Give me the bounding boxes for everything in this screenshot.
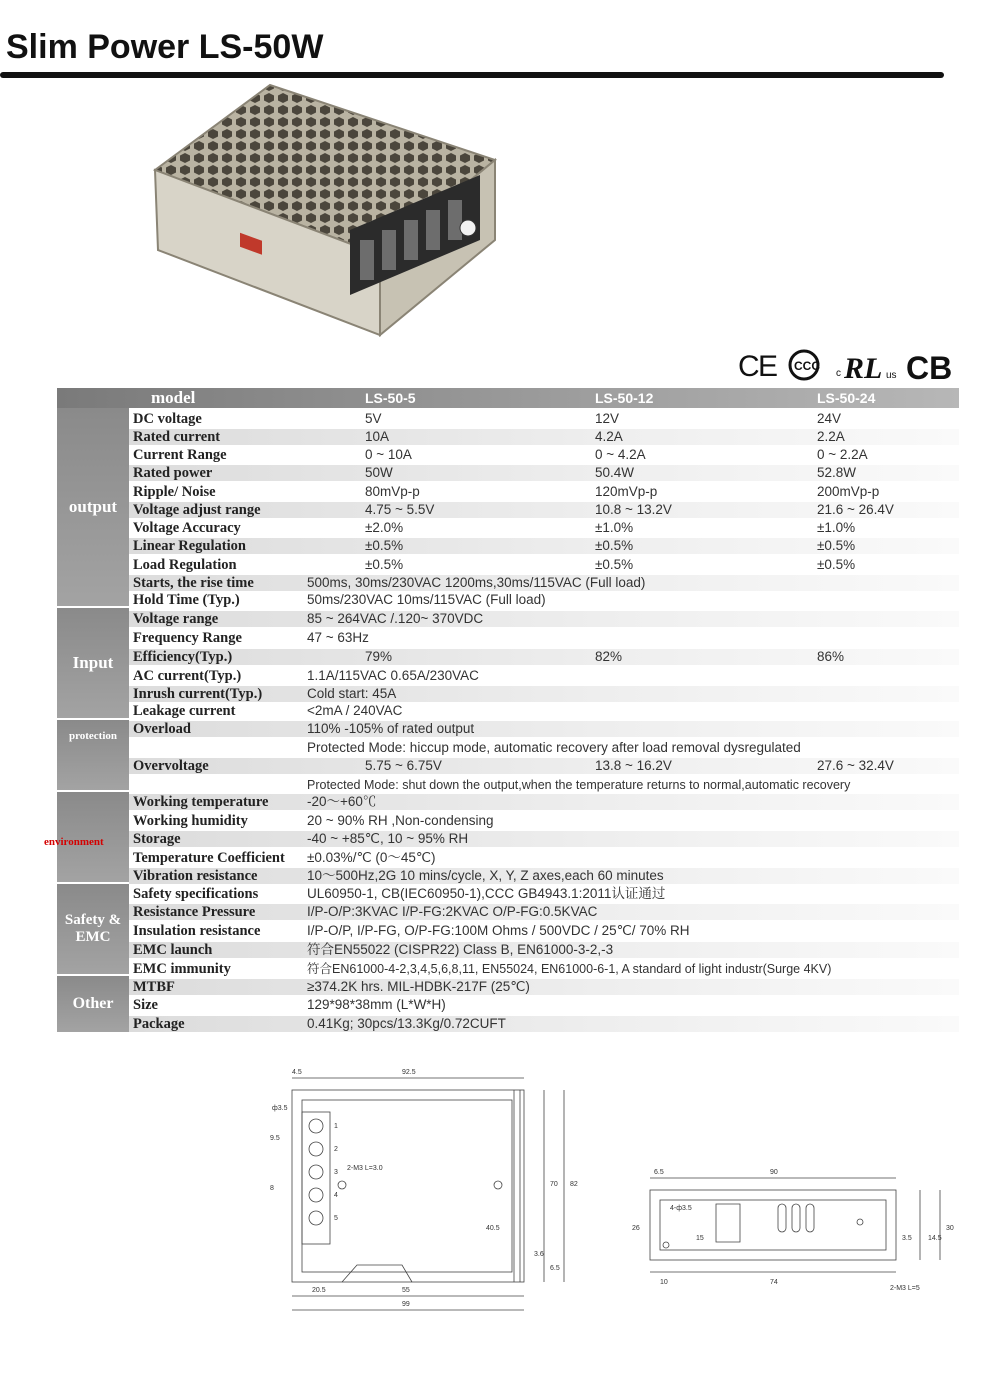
row-value-c2: ±0.5%: [595, 538, 634, 553]
table-row: [57, 941, 959, 959]
group-input: Input: [57, 608, 129, 718]
row-value: 110% -105% of rated output: [307, 721, 475, 736]
dimension-label: 82: [570, 1181, 578, 1188]
row-value: 符合EN55022 (CISPR22) Class B, EN61000-3-2,-3: [307, 942, 614, 957]
row-value: 47 ~ 63Hz: [307, 630, 369, 645]
dimension-label: 14.5: [928, 1235, 942, 1242]
row-shade: [129, 979, 959, 995]
row-shade: [129, 611, 959, 627]
table-row: [57, 464, 959, 482]
group-protection-label: protection: [68, 730, 118, 742]
row-value-c3: 200mVp-p: [817, 484, 880, 499]
row-value: I/P-O/P, I/P-FG, O/P-FG:100M Ohms / 500VDC / 25℃/ 70% RH: [307, 923, 690, 938]
table-row: [57, 867, 959, 885]
row-label: Storage: [133, 831, 181, 847]
row-value-c1: ±2.0%: [365, 520, 404, 535]
row-value: 10～500Hz,2G 10 mins/cycle, X, Y, Z axes,each 60 minutes: [307, 868, 664, 883]
row-value-c1: ±0.5%: [365, 557, 404, 572]
row-value: 85 ~ 264VAC /.120~ 370VDC: [307, 611, 484, 626]
dimension-label: 8: [270, 1185, 274, 1192]
svg-text:E: E: [758, 350, 779, 383]
dimension-label: 40.5: [486, 1225, 500, 1232]
product-image: [150, 80, 510, 350]
row-value-c2: 4.2A: [595, 429, 623, 444]
header-col-3: LS-50-24: [817, 390, 876, 406]
table-row: [57, 793, 959, 811]
row-label: Rated current: [133, 429, 221, 445]
dimension-label: 15: [696, 1235, 704, 1242]
row-label: Leakage current: [133, 703, 236, 719]
row-value: UL60950-1, CB(IEC60950-1),CCC GB4943.1:2011认证通过: [307, 886, 666, 901]
table-header: [57, 388, 959, 408]
table-row: [57, 885, 959, 903]
row-value: 20 ~ 90% RH ,Non-condensing: [307, 813, 494, 828]
svg-text:CB: CB: [906, 350, 953, 384]
row-value-c3: 21.6 ~ 26.4V: [817, 502, 894, 517]
dimension-label: 2-M3 L=5: [890, 1285, 920, 1292]
row-value-c2: 13.8 ~ 16.2V: [595, 758, 672, 773]
table-row: [57, 501, 959, 519]
row-value-c3: ±1.0%: [817, 520, 856, 535]
row-value: ±0.03%/℃ (0～45℃): [307, 850, 436, 865]
row-label: Current Range: [133, 447, 227, 463]
row-label: Load Regulation: [133, 557, 237, 573]
svg-text:c: c: [836, 368, 841, 379]
header-col-1: LS-50-5: [365, 390, 416, 406]
dimension-label: 9.5: [270, 1135, 280, 1142]
table-row: [57, 483, 959, 501]
dimension-label: 74: [770, 1279, 778, 1286]
dimension-label: 1: [334, 1123, 338, 1130]
row-label: Insulation resistance: [133, 923, 261, 939]
row-label: Resistance Pressure: [133, 904, 256, 920]
row-value: I/P-O/P:3KVAC I/P-FG:2KVAC O/P-FG:0.5KVAC: [307, 904, 598, 919]
header-model: model: [151, 388, 196, 407]
dimension-label: 10: [660, 1279, 668, 1286]
row-value-c1: 80mVp-p: [365, 484, 420, 499]
dimension-label: 2: [334, 1146, 338, 1153]
table-row: [57, 610, 959, 628]
table-row: [57, 428, 959, 446]
table-row: [57, 591, 959, 609]
row-value-c3: ±0.5%: [817, 557, 856, 572]
row-label: Working humidity: [133, 813, 248, 829]
row-value-c1: 4.75 ~ 5.5V: [365, 502, 435, 517]
row-label: DC voltage: [133, 411, 202, 427]
dimension-label: 4.5: [292, 1069, 302, 1076]
table-row: [57, 720, 959, 738]
dimension-label: ф3.5: [272, 1105, 288, 1112]
row-label: Voltage range: [133, 611, 219, 627]
row-value: 符合EN61000-4-2,3,4,5,6,8,11, EN55024, EN61000-6-1, A standard of light industr(Surge 4KV): [307, 962, 832, 976]
row-label: Size: [133, 997, 158, 1013]
table-row: [57, 812, 959, 830]
row-value-c1: 79%: [365, 649, 393, 664]
row-value-c1: 10A: [365, 429, 390, 444]
row-label: MTBF: [133, 979, 175, 995]
row-label: Efficiency(Typ.): [133, 649, 233, 665]
row-label: Voltage Accuracy: [133, 520, 241, 536]
table-row: [57, 667, 959, 685]
row-shade: [129, 831, 959, 847]
table-row: [57, 739, 959, 757]
row-value: Protected Mode: hiccup mode, automatic recovery after load removal dysregulated: [307, 740, 801, 755]
dimension-label: 99: [402, 1301, 410, 1308]
row-value-c3: 2.2A: [817, 429, 845, 444]
row-label: Hold Time (Typ.): [133, 592, 240, 608]
dimension-label: 6.5: [654, 1169, 664, 1176]
row-value: 129*98*38mm (L*W*H): [307, 997, 446, 1012]
row-value-c3: 24V: [817, 411, 842, 426]
dimension-label: 3.5: [902, 1235, 912, 1242]
row-label: Safety specifications: [133, 886, 259, 902]
row-label: Rated power: [133, 465, 213, 481]
certification-marks: [738, 348, 963, 384]
row-value-c2: 0 ~ 4.2A: [595, 447, 646, 462]
table-row: [57, 574, 959, 592]
table-row: [57, 446, 959, 464]
page-title: Slim Power LS-50W: [6, 28, 324, 66]
row-label: Voltage adjust range: [133, 502, 261, 518]
title-underline: [0, 72, 944, 78]
svg-text:us: us: [886, 370, 897, 381]
table-row: [57, 922, 959, 940]
mechanical-drawing-side: [620, 1160, 960, 1310]
row-label: Overload: [133, 721, 191, 737]
row-value: 0.41Kg; 30pcs/13.3Kg/0.72CUFT: [307, 1016, 506, 1031]
row-value-c1: 5.75 ~ 6.75V: [365, 758, 442, 773]
row-label: Frequency Range: [133, 630, 242, 646]
dimension-label: 26: [632, 1225, 640, 1232]
dimension-label: 2-M3 L=3.0: [347, 1165, 383, 1172]
table-row: [57, 556, 959, 574]
row-shade: [129, 721, 959, 737]
row-label: Package: [133, 1016, 185, 1032]
row-label: AC current(Typ.): [133, 668, 242, 684]
row-value-c2: 82%: [595, 649, 623, 664]
row-value-c2: 120mVp-p: [595, 484, 658, 499]
dimension-label: 3.6: [534, 1251, 544, 1258]
table-row: [57, 978, 959, 996]
group-output: output: [57, 408, 129, 606]
group-safety: Safety & EMC: [57, 884, 129, 974]
row-value-c3: 86%: [817, 649, 845, 664]
dimension-label: 4: [334, 1192, 338, 1199]
row-value-c2: ±0.5%: [595, 557, 634, 572]
row-label: Ripple/ Noise: [133, 484, 216, 500]
svg-text:R: R: [844, 352, 865, 384]
dimension-label: 20.5: [312, 1287, 326, 1294]
table-row: [57, 776, 959, 794]
table-row: [57, 629, 959, 647]
table-row: [57, 960, 959, 978]
table-row: [57, 903, 959, 921]
row-value-c2: 10.8 ~ 13.2V: [595, 502, 672, 517]
svg-text:L: L: [864, 352, 883, 384]
row-label: Inrush current(Typ.): [133, 686, 263, 702]
row-label: Starts, the rise time: [133, 575, 254, 591]
svg-text:CCC: CCC: [794, 359, 820, 373]
row-value: 1.1A/115VAC 0.65A/230VAC: [307, 668, 479, 683]
dimension-label: 3: [334, 1169, 338, 1176]
row-value-c2: ±1.0%: [595, 520, 634, 535]
dimension-label: 6.5: [550, 1265, 560, 1272]
row-value-c3: 0 ~ 2.2A: [817, 447, 868, 462]
table-row: [57, 519, 959, 537]
dimension-label: 30: [946, 1225, 954, 1232]
table-row: [57, 1015, 959, 1033]
group-environment-label: environment: [44, 836, 104, 848]
row-value: <2mA / 240VAC: [307, 703, 403, 718]
row-value-c3: 52.8W: [817, 465, 857, 480]
row-shade: [129, 1016, 959, 1032]
dimension-label: 92.5: [402, 1069, 416, 1076]
row-value-c3: 27.6 ~ 32.4V: [817, 758, 894, 773]
table-row: [57, 757, 959, 775]
dimension-label: 90: [770, 1169, 778, 1176]
row-value-c3: ±0.5%: [817, 538, 856, 553]
row-value-c1: 0 ~ 10A: [365, 447, 412, 462]
svg-text:C: C: [738, 350, 760, 383]
table-row: [57, 830, 959, 848]
row-value: Cold start: 45A: [307, 686, 397, 701]
dimension-label: 55: [402, 1287, 410, 1294]
row-value: 50ms/230VAC 10ms/115VAC (Full load): [307, 592, 546, 607]
row-value: -40 ~ +85℃, 10 ~ 95% RH: [307, 831, 469, 846]
row-value-c1: ±0.5%: [365, 538, 404, 553]
row-value-c1: 5V: [365, 411, 382, 426]
table-row: [57, 410, 959, 428]
row-label: EMC launch: [133, 942, 213, 958]
table-row: [57, 648, 959, 666]
table-row: [57, 685, 959, 703]
row-value: -20～+60℃: [307, 794, 377, 809]
row-label: Overvoltage: [133, 758, 209, 774]
row-value-c2: 12V: [595, 411, 620, 426]
dimension-label: 4-ф3.5: [670, 1205, 692, 1212]
table-row: [57, 702, 959, 720]
header-col-2: LS-50-12: [595, 390, 654, 406]
dimension-label: 5: [334, 1215, 338, 1222]
row-value: Protected Mode: shut down the output,when the temperature returns to normal,automatic recovery: [307, 778, 851, 792]
row-label: Working temperature: [133, 794, 269, 810]
row-label: EMC immunity: [133, 961, 231, 977]
row-value-c2: 50.4W: [595, 465, 635, 480]
row-label: Vibration resistance: [133, 868, 258, 884]
row-value: ≥374.2K hrs. MIL-HDBK-217F (25℃): [307, 979, 530, 994]
table-row: [57, 849, 959, 867]
table-row: [57, 996, 959, 1014]
table-row: [57, 537, 959, 555]
row-label: Temperature Coefficient: [133, 850, 285, 866]
row-value: 500ms, 30ms/230VAC 1200ms,30ms/115VAC (Full load): [307, 575, 646, 590]
group-other: Other: [57, 976, 129, 1032]
row-label: Linear Regulation: [133, 538, 246, 554]
mechanical-drawing-top: [262, 1060, 592, 1320]
row-value-c1: 50W: [365, 465, 393, 480]
dimension-label: 70: [550, 1181, 558, 1188]
